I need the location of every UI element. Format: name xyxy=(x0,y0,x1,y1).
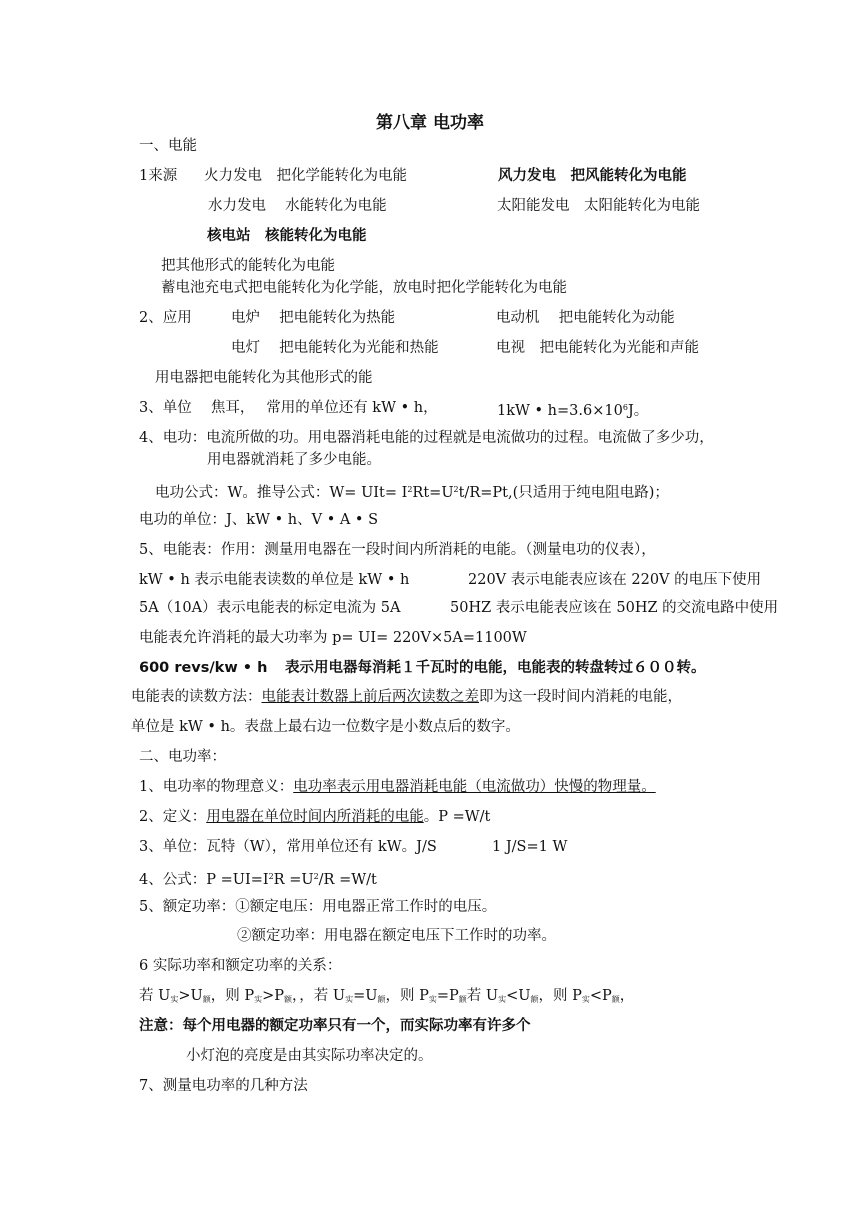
meter-reading-method: 电能表的读数方法：电能表计数器上前后两次读数之差即为这一段时间内消耗的电能， xyxy=(131,689,682,705)
page-title: 第八章 电功率 xyxy=(376,113,484,133)
rated-power: ②额定功率：用电器在额定电压下工作时的功率。 xyxy=(237,928,556,944)
work-units: 电功的单位：J、kW • h、V • A • S xyxy=(139,512,379,528)
meter-kwh: kW • h 表示电能表读数的单位是 kW • h xyxy=(139,572,410,588)
source-solar: 太阳能发电 太阳能转化为电能 xyxy=(497,198,700,214)
rated-voltage: 5、额定功率：①额定电压：用电器正常工作时的电压。 xyxy=(139,899,497,915)
source-wind: 风力发电 把风能转化为电能 xyxy=(498,168,687,184)
application-tv: 电视 把电能转化为光能和声能 xyxy=(496,340,699,356)
power-formula: 4、公式：$P =UI=I^2R =U^2/R =W/t$ xyxy=(139,872,377,888)
relation-heading: 6 实际功率和额定功率的关系： xyxy=(139,958,342,974)
source-label: 1来源 xyxy=(139,168,178,184)
power-unit: 3、单位：瓦特（W），常用单位还有 kW。J/S xyxy=(139,839,437,855)
work-definition-cont: 用电器就消耗了多少电能。 xyxy=(207,452,381,468)
source-thermal: 火力发电 把化学能转化为电能 xyxy=(204,168,407,184)
meter-max-power: 电能表允许消耗的最大功率为 p= UI= 220V×5A=1100W xyxy=(139,630,527,646)
note-line: 注意：每个用电器的额定功率只有一个，而实际功率有许多个 xyxy=(139,1018,531,1034)
section-2-heading: 二、电功率： xyxy=(139,749,226,765)
meter-voltage: 220V 表示电能表应该在 220V 的电压下使用 xyxy=(468,572,762,588)
application-motor: 电动机 把电能转化为动能 xyxy=(496,310,675,326)
application-label: 2、应用 xyxy=(139,310,192,326)
lamp-brightness: 小灯泡的亮度是由其实际功率决定的。 xyxy=(186,1048,433,1064)
application-summary: 用电器把电能转化为其他形式的能 xyxy=(155,370,373,386)
work-formula: 电功公式：W。推导公式：$W= UIt= I^2Rt=U^2t/R=Pt$,(只适用于纯电阻电路)； xyxy=(155,485,669,501)
power-meaning: 1、电功率的物理意义：电功率表示用电器消耗电能（电流做功）快慢的物理量。 xyxy=(139,779,656,795)
unit-line: 3、单位 焦耳， 常用的单位还有 kW • h， xyxy=(139,400,438,416)
source-hydro: 水力发电 水能转化为电能 xyxy=(208,198,387,214)
meter-revs: 600 revs/kw • h xyxy=(139,660,268,676)
work-definition: 4、电功：电流所做的功。用电器消耗电能的过程就是电流做功的过程。电流做了多少功， xyxy=(139,430,714,446)
unit-conversion: 1kW • $h=3.6\times 10^6J$。 xyxy=(497,403,649,419)
meter-reading-unit: 单位是 kW • h。表盘上最右边一位数字是小数点后的数字。 xyxy=(131,719,520,735)
application-lamp: 电灯 把电能转化为光能和热能 xyxy=(231,340,439,356)
power-definition: 2、定义：用电器在单位时间内所消耗的电能。P =W/t xyxy=(139,809,491,825)
source-battery: 蓄电池充电式把电能转化为化学能，放电时把化学能转化为电能 xyxy=(161,280,567,296)
meter-purpose: 5、电能表：作用：测量用电器在一段时间内所消耗的电能。（测量电功的仪表）， xyxy=(139,542,656,558)
measure-methods: 7、测量电功率的几种方法 xyxy=(139,1078,308,1094)
meter-revs-meaning: 表示用电器每消耗１千瓦时的电能，电能表的转盘转过６００转。 xyxy=(285,660,706,676)
section-1-heading: 一、电能 xyxy=(139,138,197,154)
application-stove: 电炉 把电能转化为热能 xyxy=(231,310,396,326)
source-nuclear: 核电站 核能转化为电能 xyxy=(207,228,367,244)
power-unit-conversion: 1 J/S=1 W xyxy=(492,839,568,855)
meter-frequency: 50HZ 表示电能表应该在 50HZ 的交流电路中使用 xyxy=(450,600,779,616)
relation-conditions: 若 $U_实>U_额$，则 $P_实>P_额$，，若 $U_实=U_额$，则 $P_实=P_额$若 $U_实<U_额$，则 $P_实<P_额$， xyxy=(139,988,635,1004)
meter-current: 5A（10A）表示电能表的标定电流为 5A xyxy=(139,600,401,616)
source-summary: 把其他形式的能转化为电能 xyxy=(161,258,335,274)
